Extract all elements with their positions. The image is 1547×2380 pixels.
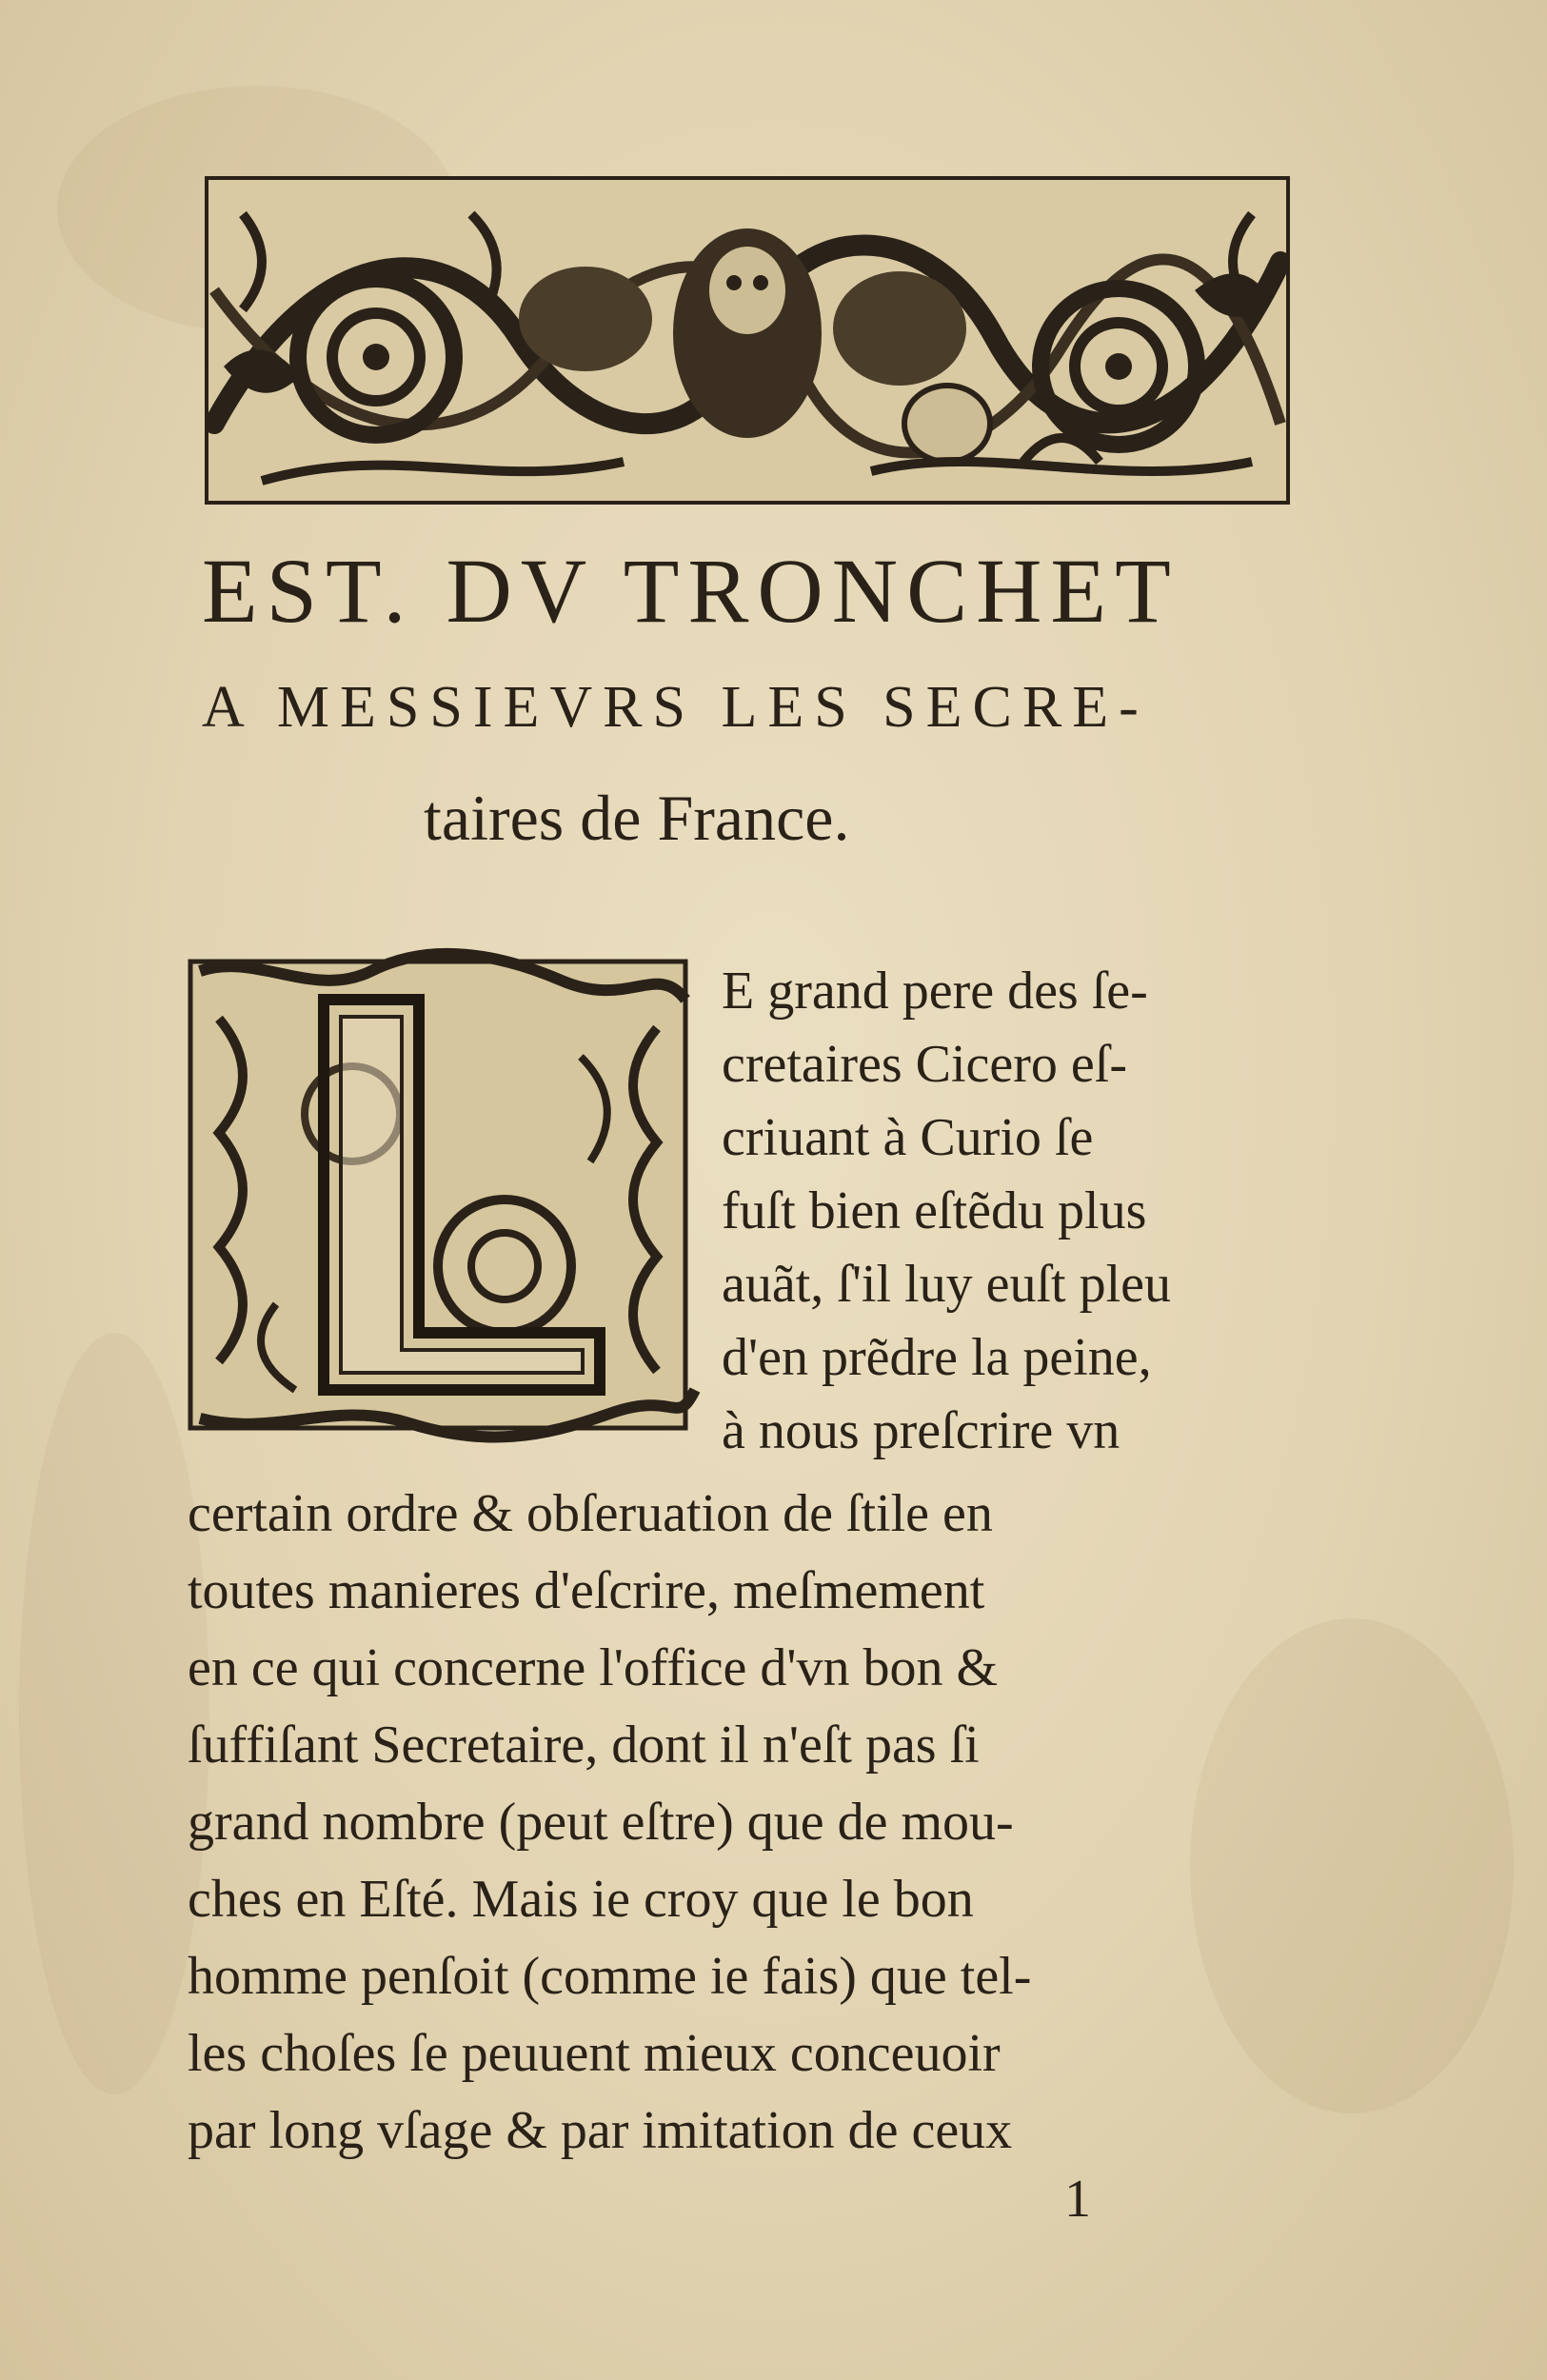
initial-ornament-svg bbox=[181, 942, 709, 1457]
text-line: ſuffiſant Secretaire, dont il n'eſt pas ſi bbox=[188, 1716, 980, 1775]
text-line: les choſes ſe peuuent mieux conceuoir bbox=[188, 2024, 1001, 2083]
text-line: certain ordre & obſeruation de ſtile en bbox=[188, 1484, 993, 1543]
headpiece-ornament-svg bbox=[205, 176, 1290, 505]
text-line: fuſt bien eſtẽdu plus bbox=[722, 1181, 1147, 1240]
text-line: à nous preſcrire vn bbox=[722, 1401, 1121, 1460]
text-line: E grand pere des ſe- bbox=[722, 962, 1148, 1021]
headpiece-ornament bbox=[205, 176, 1290, 505]
paper-stain bbox=[1190, 1618, 1514, 2113]
heading-dedication-cont: taires de France. bbox=[424, 782, 850, 854]
heading-dedication: A MESSIEVRS LES SECRE- bbox=[202, 675, 1149, 740]
decorated-initial-l bbox=[181, 942, 709, 1457]
text-line: toutes manieres d'eſcrire, meſmement bbox=[188, 1561, 985, 1620]
text-line: d'en prẽdre la peine, bbox=[722, 1328, 1152, 1387]
text-line: homme penſoit (comme ie fais) que tel- bbox=[188, 1947, 1032, 2006]
text-line: criuant à Curio ſe bbox=[722, 1108, 1094, 1167]
text-line: grand nombre (peut eſtre) que de mou- bbox=[188, 1793, 1014, 1852]
text-line: en ce qui concerne l'office d'vn bon & bbox=[188, 1638, 999, 1697]
text-line: par long vſage & par imitation de ceux bbox=[188, 2101, 1013, 2160]
page-number: 1 bbox=[1064, 2170, 1091, 2229]
text-line: ches en Eſté. Mais ie croy que le bon bbox=[188, 1870, 974, 1929]
heading-author: EST. DV TRONCHET bbox=[202, 540, 1180, 642]
text-line: cretaires Cicero eſ- bbox=[722, 1035, 1127, 1094]
text-line: auãt, ſ'il luy euſt pleu bbox=[722, 1255, 1171, 1314]
